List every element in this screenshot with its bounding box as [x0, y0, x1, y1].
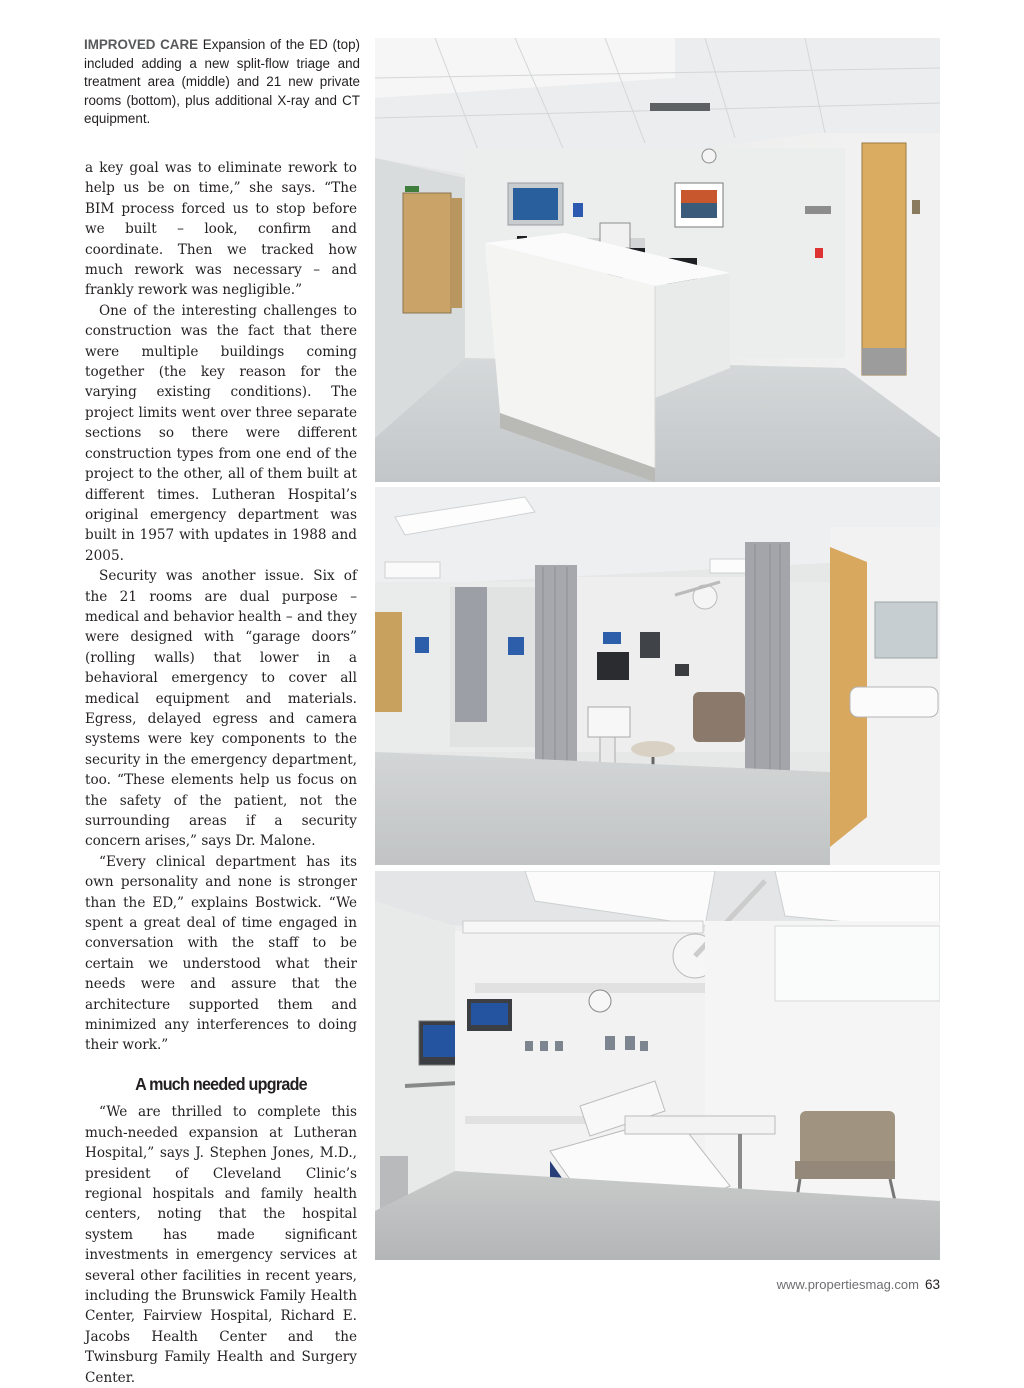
body-paragraph: “Every clinical department has its own personality and none is stronger than the ED,” explains Bostwick. “We spent a great deal of time engaged in conversation with the staff to be certain we understood what their needs were and assure that the architecture supported them and minimized any interferences to doing their work.”	[85, 853, 357, 1054]
private-room-photo	[375, 871, 940, 1260]
body-paragraph: One of the interesting challenges to construction was the fact that there were multiple buildings coming together (the key reason for the varying existing conditions). The project limits went over three separate sections so there were different construction types from one end of the project to the other, all of them built at different times. Lutheran Hospital’s original emergency department was built in 1957 with updates in 1988 and 2005.	[85, 302, 357, 564]
page-footer	[777, 1277, 940, 1292]
caption-keyword: IMPROVED CARE	[84, 37, 199, 52]
article-body	[85, 158, 357, 1388]
body-paragraph: a key goal was to eliminate rework to help us be on time,” she says. “The BIM process forced us to stop before we built – look, confirm and coordinate. Then we tracked how much rework was necessary – and frankly rework was negligible.”	[85, 160, 357, 299]
treatment-area-photo	[375, 487, 940, 865]
caption-text: Expansion of the ED (top) included adding a new split-flow triage and treatment area (middle) and 21 new private rooms (bottom), plus additional X-ray and CT equipment.	[84, 37, 360, 127]
section-subheading: A much needed upgrade	[135, 1073, 307, 1094]
ed-nurse-station-photo	[375, 38, 940, 482]
body-paragraph: “We are thrilled to complete this much-needed expansion at Lutheran Hospital,” says J. Stephen Jones, M.D., president of Cleveland Clinic’s regional hospitals and family health centers, noting that the hospital system has made significant investments in emergency services at several other facilities in recent years, including the Brunswick Family Health Center, Fairview Hospital, Richard E. Jacobs Health Center and the Twinsburg Family Health and Surgery Center.	[85, 1104, 357, 1386]
body-paragraph: Security was another issue. Six of the 21 rooms are dual purpose – medical and behavior health – and they were designed with “garage doors” (rolling walls) that lower in a behavioral emergency to cover all medical equipment and materials. Egress, delayed egress and camera systems were key components to the security in the emergency department, too. “These elements help us focus on the safety of the patient, not the surrounding areas if a security concern arises,” says Dr. Malone.	[85, 568, 357, 850]
photo-caption	[84, 36, 360, 129]
page-number: 63	[924, 1277, 940, 1292]
footer-url[interactable]: www.propertiesmag.com	[776, 1277, 919, 1292]
